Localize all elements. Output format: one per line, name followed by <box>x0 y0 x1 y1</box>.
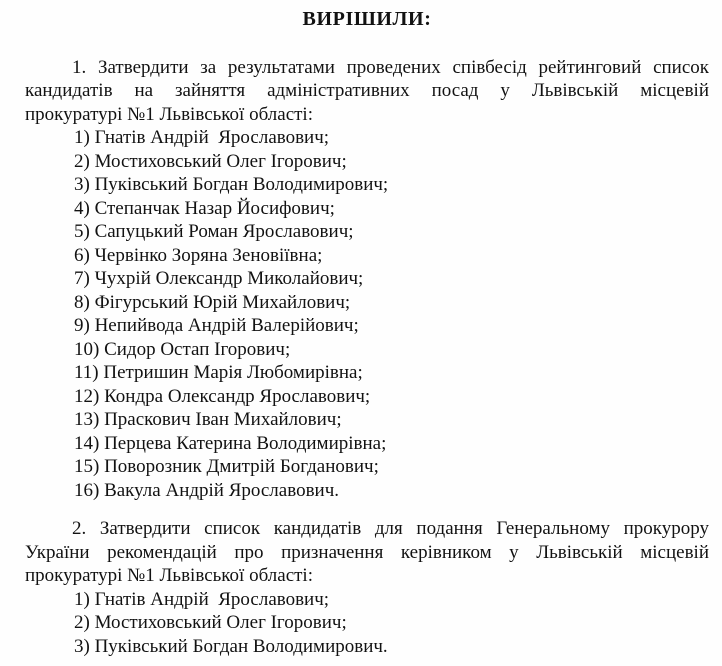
paragraph-2-line-2: України рекомендацій про призначення керівником у Львівській місцевій <box>25 541 709 563</box>
candidate-list-1 <box>74 126 722 502</box>
list-item: 16) Вакула Андрій Ярославович. <box>74 479 340 501</box>
list-item: 12) Кондра Олександр Ярославович; <box>74 385 371 407</box>
document-title: ВИРІШИЛИ: <box>302 8 432 30</box>
list-item: 1) Гнатів Андрій Ярославович; <box>74 588 330 610</box>
list-item: 7) Чухрій Олександр Миколайович; <box>74 268 364 289</box>
paragraph-1 <box>25 56 709 127</box>
list-item: 8) Фігурський Юрій Михайлович; <box>74 291 351 313</box>
paragraph-2-line-1: 2. Затвердити список кандидатів для подання Генеральному прокурору <box>72 518 709 539</box>
list-item: 1) Гнатів Андрій Ярославович; <box>74 127 330 148</box>
list-item: 14) Перцева Катерина Володимирівна; <box>74 432 387 454</box>
paragraph-2-line-3: прокуратурі №1 Львівської області: <box>25 565 313 586</box>
candidate-list-2 <box>74 588 722 659</box>
list-item: 15) Поворозник Дмитрій Богданович; <box>74 456 379 477</box>
paragraph-1-line-2: кандидатів на зайняття адміністративних посад у Львівській місцевій <box>25 80 709 101</box>
paragraph-1-line-3: прокуратурі №1 Львівської області: <box>25 103 313 125</box>
paragraph-2 <box>25 517 709 588</box>
list-item: 11) Петришин Марія Любомирівна; <box>74 362 363 383</box>
list-item: 13) Праскович Іван Михайлович; <box>74 409 342 430</box>
list-item: 3) Пуківський Богдан Володимирович; <box>74 174 389 195</box>
list-item: 2) Мостиховський Олег Ігорович; <box>74 612 347 633</box>
list-item: 6) Червінко Зоряна Зеновіївна; <box>74 244 323 266</box>
list-item: 9) Непийвода Андрій Валерійович; <box>74 315 359 336</box>
list-item: 2) Мостиховський Олег Ігорович; <box>74 150 347 172</box>
list-item: 3) Пуківський Богдан Володимирович. <box>74 635 388 657</box>
list-item: 5) Сапуцький Роман Ярославович; <box>74 221 354 242</box>
list-item: 4) Степанчак Назар Йосифович; <box>74 197 335 219</box>
list-item: 10) Сидор Остап Ігорович; <box>74 338 291 360</box>
paragraph-1-line-1: 1. Затвердити за результатами проведених співбесід рейтинговий список <box>72 56 709 78</box>
